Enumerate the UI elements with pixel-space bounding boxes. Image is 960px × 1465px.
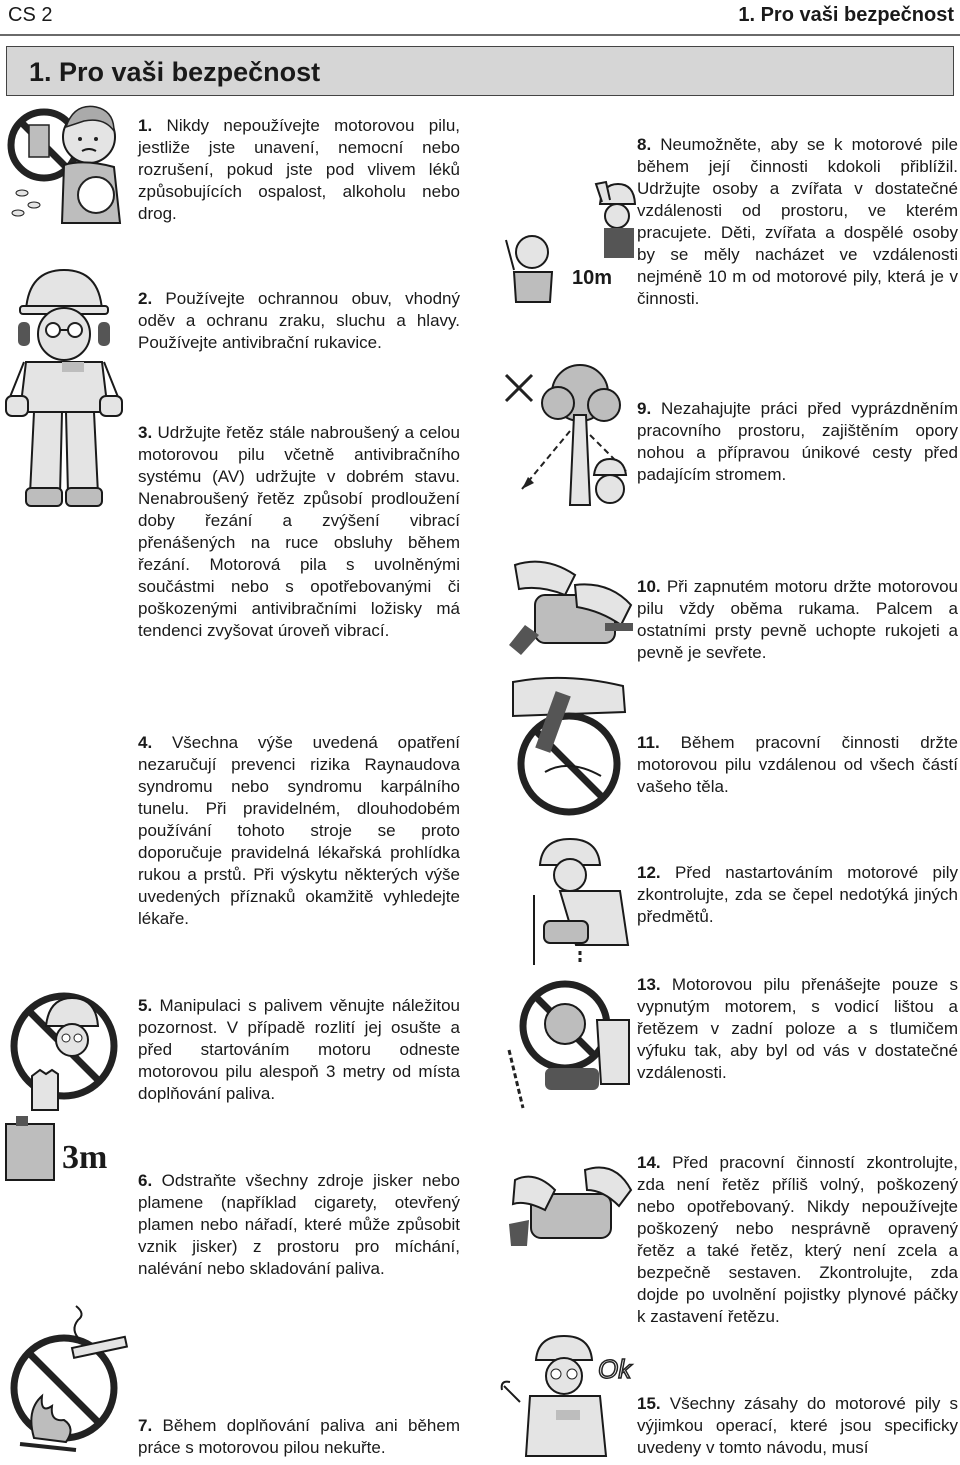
helmet-icon	[536, 1336, 592, 1360]
item-5	[138, 995, 460, 1105]
item-number: 13.	[637, 975, 661, 994]
stop-hand-icon	[596, 182, 610, 202]
header-rule	[0, 34, 960, 36]
item-text: Manipulaci s palivem věnujte náležitou pozornost. V případě rozlití jej osušte a před startováním motoru odneste motorovou pilu alespoň 3 metry od místa doplňování paliva.	[138, 996, 460, 1103]
glove-icon	[515, 562, 575, 595]
item-number: 9.	[637, 399, 652, 418]
wrench-icon	[502, 1382, 520, 1402]
maintenance-ok-illustration	[500, 1330, 635, 1460]
child-icon	[516, 236, 548, 268]
item-text: Udržujte řetěz stále nabroušený a celou motorovou pilu včetně antivibračního systému (AV) udržujte v dobrém stavu. Nenabroušený řetěz způsobí prodloužení doby řezání a zvýšení vibrací přenášených na ruce obsluhy během řezání. Motorová pila s uvolněnými součástmi nebo s opotřebovanými či poškozenými antivibračními ložisky má tendenci zvyšovat úroveň vibrací.	[138, 423, 460, 640]
item-number: 12.	[637, 863, 661, 882]
carrying-saw-illustration	[505, 980, 635, 1110]
item-10	[637, 576, 958, 664]
item-text: Nikdy nepoužívejte motorovou pilu, jestliže jste unavení, nemocní nebo rozrušení, pokud jste pod vlivem léků způsobujících ospalost, alkoholu nebo drog.	[138, 116, 460, 223]
two-hands-saw-illustration	[505, 555, 635, 665]
item-text: Používejte ochrannou obuv, vhodný oděv a ochranu zraku, sluchu a hlavy. Používejte antivibrační rukavice.	[138, 289, 460, 352]
chainsaw-icon	[544, 921, 588, 943]
item-number: 15.	[637, 1394, 661, 1413]
item-text: Během pracovní činnosti držte motorovou pilu vzdálenou od všech částí vašeho těla.	[637, 733, 958, 796]
item-text: Odstraňte všechny zdroje jisker nebo plamene (například cigarety, otevřený plamen nebo nářadí, které může způsobit vznik jisker) z prostoru pro míchání, nalévání nebo skladování paliva.	[138, 1171, 460, 1278]
item-text: Před pracovní činností zkontrolujte, zda není řetěz příliš volný, poškozený nebo opotřebovaný. Nikdy nepoužívejte poškozený nebo nesprávně opravený řetěz a také řetěz, který není zcela a bezpečně sestaven. Zkontrolujte, zda dojde po uvolnění pojistky plynové páčky k zastavení řetězu.	[637, 1153, 958, 1326]
item-number: 5.	[138, 996, 153, 1015]
item-number: 11.	[637, 733, 660, 752]
item-text: Všechny zásahy do motorové pily s výjimkou operací, které jsou specificky uvedeny v tomto návodu, musí	[637, 1394, 958, 1457]
running-header: 1. Pro vaši bezpečnost	[738, 4, 954, 26]
item-8	[637, 134, 958, 310]
item-14	[637, 1152, 958, 1328]
tired-person-illustration	[4, 95, 129, 225]
item-12	[637, 862, 958, 928]
helmet-icon	[26, 270, 102, 310]
item-4	[138, 732, 460, 930]
saw-away-from-body-illustration	[505, 672, 635, 817]
item-text: Před nastartováním motorové pily zkontrolujte, zda se čepel nedotýká jiných předmětů.	[637, 863, 958, 926]
item-number: 4.	[138, 733, 153, 752]
item-15	[637, 1393, 958, 1459]
item-number: 10.	[637, 577, 661, 596]
fuel-can-icon	[6, 1124, 54, 1180]
ok-mark: Ok	[598, 1354, 632, 1384]
item-number: 1.	[138, 116, 153, 135]
flame-icon	[31, 1396, 70, 1442]
chain-check-illustration	[505, 1150, 635, 1260]
item-number: 3.	[138, 423, 153, 442]
item-number: 14.	[637, 1153, 661, 1172]
fuel-distance-illustration	[2, 990, 127, 1190]
helmet-icon	[594, 459, 626, 475]
item-1	[138, 115, 460, 225]
item-text: Během doplňování paliva ani během práce s motorovou pilou nekuřte.	[138, 1416, 460, 1457]
item-text: Neumožněte, aby se k motorové pile během její činnosti kdokoli přiblížil. Udržujte osoby a zvířata v dostatečné vzdálenosti od prostoru, ve kterém pracujete. Děti, zvířata a dospělé osoby by se měly nacházet ve vzdálenosti nejméně 10 m od motorové pily, která je v činnosti.	[637, 135, 958, 308]
protective-gear-worker-illustration	[4, 262, 124, 512]
item-9	[637, 398, 958, 486]
chainsaw-icon	[545, 1068, 599, 1090]
item-text: Při zapnutém motoru držte motorovou pilu vždy oběma rukama. Palcem a ostatními prsty pevně uchopte rukojeti a pevně je sevřete.	[637, 577, 958, 662]
item-text: Všechna výše uvedená opatření nezaručují prevenci rizika Raynaudova syndromu nebo syndromu karpálního tunelu. Při pravidelném, dlouhodobém používání tohoto stroje se proto doporučuje pravidelná lékařská prohlídka rukou a prstů. Při výskytu některých výše uvedených příznaků okamžitě vyhledejte lékaře.	[138, 733, 460, 928]
section-title-band	[6, 46, 954, 96]
distance-3m-label: 3m	[62, 1139, 108, 1176]
escape-arrow-icon	[522, 477, 534, 489]
item-6	[138, 1170, 460, 1280]
item-13	[637, 974, 958, 1084]
section-title: 1. Pro vaši bezpečnost	[29, 57, 321, 87]
item-number: 2.	[138, 289, 153, 308]
item-number: 6.	[138, 1171, 153, 1190]
item-text: Nezahajujte práci před vyprázdněním pracovního prostoru, zajištěním opory nohou a přípravou únikové cesty před padajícím stromem.	[637, 399, 958, 484]
no-smoking-illustration	[6, 1310, 131, 1460]
blade-clear-start-illustration	[520, 835, 635, 965]
page-number: CS 2	[8, 4, 53, 26]
tree-felling-escape-illustration	[500, 365, 635, 515]
item-text: Motorovou pilu přenášejte pouze s vypnutým motorem, s vodicí lištou a řetězem v zadní poloze a s tlumičem výfuku tak, aby byl od vás v dostatečné vzdálenosti.	[637, 975, 958, 1082]
item-number: 8.	[637, 135, 652, 154]
face-shield-icon	[545, 1004, 585, 1044]
item-11	[637, 732, 958, 798]
item-2	[138, 288, 460, 354]
item-number: 7.	[138, 1416, 153, 1435]
item-7	[138, 1415, 460, 1459]
distance-10m-label: 10m	[572, 267, 613, 289]
keep-distance-illustration	[500, 180, 635, 310]
item-3	[138, 422, 460, 642]
stop-hand-icon	[32, 1070, 58, 1110]
